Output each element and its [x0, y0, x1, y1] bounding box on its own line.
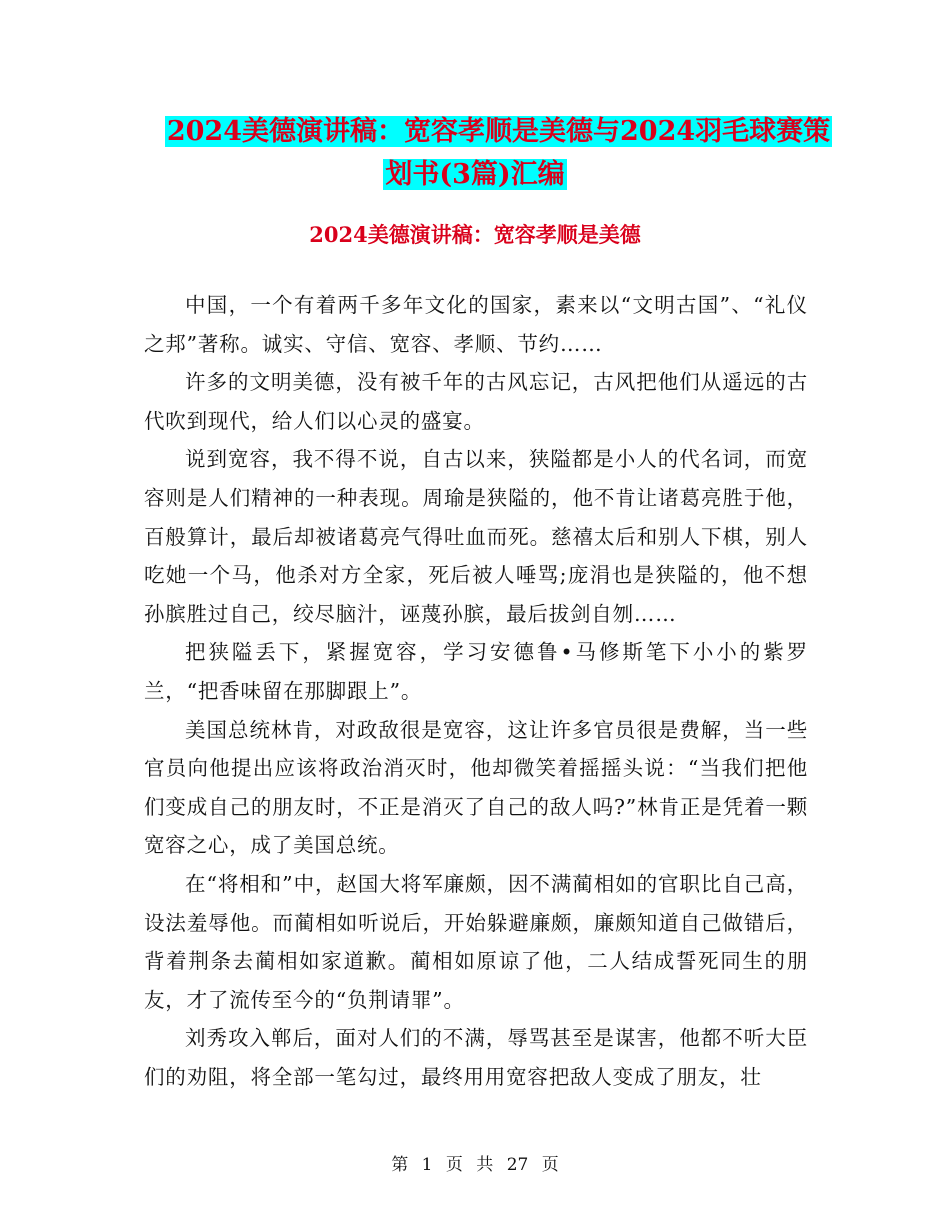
paragraph: 说到宽容，我不得不说，自古以来，狭隘都是小人的代名词，而宽容则是人们精神的一种表现。周瑜是狭隘的，他不肯让诸葛亮胜于他，百般算计，最后却被诸葛亮气得吐血而死。慈禧太后和别人下棋，别人吃她一个马，他杀对方全家，死后被人唾骂;庞涓也是狭隘的，他不想孙膑胜过自己，绞尽脑汁，诬蔑孙膑，最后拔剑自刎……	[144, 447, 808, 626]
title-highlight: 划书(3篇)汇编	[385, 159, 565, 190]
footer-total-pages: 27	[506, 1155, 529, 1175]
document-title-line-2	[0, 152, 950, 198]
page-footer	[0, 1150, 950, 1175]
title-highlight: 2024美德演讲稿：宽容孝顺是美德与2024羽毛球赛策	[166, 116, 831, 147]
footer-current-page: 1	[421, 1155, 433, 1175]
section-heading: 2024美德演讲稿：宽容孝顺是美德	[309, 222, 641, 247]
paragraph: 中国，一个有着两千多年文化的国家，素来以“文明古国”、“礼仪之邦”著称。诚实、守信、宽容、孝顺、节约……	[144, 293, 808, 356]
footer-suffix: 页	[541, 1155, 559, 1175]
body-text	[144, 286, 808, 1096]
footer-total-word: 共	[476, 1155, 494, 1175]
footer-prefix: 第	[391, 1155, 409, 1175]
paragraph: 许多的文明美德，没有被千年的古风忘记，古风把他们从遥远的古代吹到现代，给人们以心灵的盛宴。	[144, 370, 808, 433]
paragraph: 美国总统林肯，对政敌很是宽容，这让许多官员很是费解，当一些官员向他提出应该将政治消灭时，他却微笑着摇摇头说：“当我们把他们变成自己的朋友时，不正是消灭了自己的敌人吗?”林肯正是凭着一颗宽容之心，成了美国总统。	[144, 717, 808, 858]
paragraph: 刘秀攻入郸后，面对人们的不满，辱骂甚至是谋害，他都不听大臣们的劝阻，将全部一笔勾过，最终用用宽容把敌人变成了朋友，壮	[144, 1026, 808, 1089]
footer-page-word: 页	[445, 1155, 463, 1175]
paragraph: 把狭隘丢下，紧握宽容，学习安德鲁•马修斯笔下小小的紫罗兰，“把香味留在那脚跟上”。	[144, 640, 808, 703]
paragraph: 在“将相和”中，赵国大将军廉颇，因不满蔺相如的官职比自己高，设法羞辱他。而蔺相如听说后，开始躲避廉颇，廉颇知道自己做错后，背着荆条去蔺相如家道歉。蔺相如原谅了他，二人结成誓死同生的朋友，才了流传至今的“负荆请罪”。	[144, 871, 808, 1012]
document-title-line-1	[0, 109, 950, 155]
